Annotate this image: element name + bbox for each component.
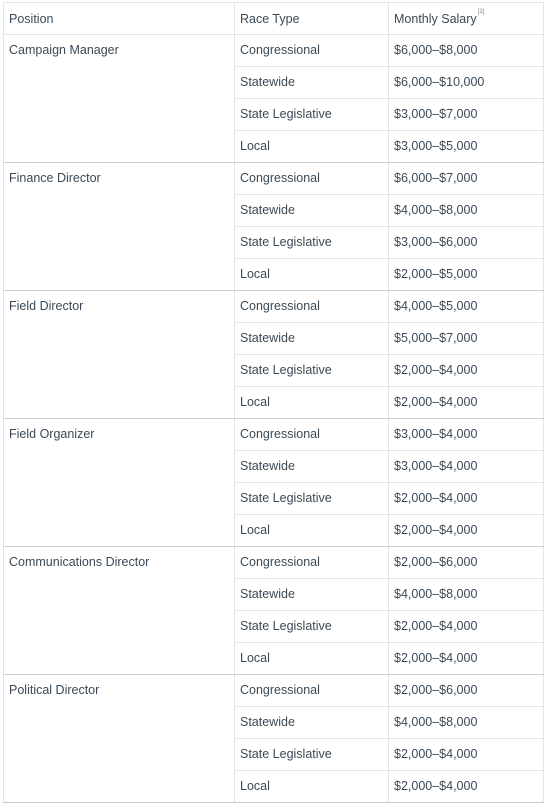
race-type-cell: Local [235, 387, 389, 419]
table-row [4, 291, 544, 323]
position-cell: Field Director [4, 291, 235, 419]
race-type-cell: Local [235, 131, 389, 163]
race-type-cell: Local [235, 771, 389, 803]
salary-cell: $3,000–$4,000 [389, 419, 544, 451]
position-cell: Campaign Manager [4, 35, 235, 163]
race-type-cell: Statewide [235, 67, 389, 99]
race-type-cell: State Legislative [235, 99, 389, 131]
header-race-type: Race Type [235, 3, 389, 35]
race-type-cell: Congressional [235, 547, 389, 579]
race-type-cell: State Legislative [235, 739, 389, 771]
salary-cell: $4,000–$8,000 [389, 579, 544, 611]
table-row [4, 547, 544, 579]
race-type-cell: Local [235, 515, 389, 547]
race-type-cell: Congressional [235, 163, 389, 195]
salary-cell: $4,000–$8,000 [389, 195, 544, 227]
race-type-cell: State Legislative [235, 355, 389, 387]
table-body [4, 35, 544, 803]
race-type-cell: Congressional [235, 419, 389, 451]
salary-cell: $6,000–$8,000 [389, 35, 544, 67]
salary-table-container [3, 2, 543, 803]
race-type-cell: State Legislative [235, 611, 389, 643]
table-row [4, 35, 544, 67]
race-type-cell: State Legislative [235, 227, 389, 259]
race-type-cell: Statewide [235, 707, 389, 739]
position-cell: Finance Director [4, 163, 235, 291]
salary-cell: $2,000–$6,000 [389, 675, 544, 707]
race-type-cell: State Legislative [235, 483, 389, 515]
salary-cell: $3,000–$6,000 [389, 227, 544, 259]
header-monthly-salary-label: Monthly Salary [394, 12, 477, 26]
salary-cell: $3,000–$4,000 [389, 451, 544, 483]
header-monthly-salary [389, 3, 544, 35]
salary-cell: $2,000–$4,000 [389, 739, 544, 771]
position-cell: Political Director [4, 675, 235, 803]
table-row [4, 163, 544, 195]
race-type-cell: Local [235, 643, 389, 675]
salary-cell: $4,000–$5,000 [389, 291, 544, 323]
race-type-cell: Congressional [235, 35, 389, 67]
citation-link[interactable]: [1] [477, 9, 485, 15]
race-type-cell: Local [235, 259, 389, 291]
race-type-cell: Statewide [235, 195, 389, 227]
position-cell: Field Organizer [4, 419, 235, 547]
race-type-cell: Congressional [235, 291, 389, 323]
race-type-cell: Congressional [235, 675, 389, 707]
salary-cell: $2,000–$4,000 [389, 643, 544, 675]
table-row [4, 675, 544, 707]
salary-cell: $3,000–$7,000 [389, 99, 544, 131]
salary-cell: $2,000–$4,000 [389, 771, 544, 803]
race-type-cell: Statewide [235, 579, 389, 611]
race-type-cell: Statewide [235, 323, 389, 355]
salary-cell: $2,000–$6,000 [389, 547, 544, 579]
race-type-cell: Statewide [235, 451, 389, 483]
position-cell: Communications Director [4, 547, 235, 675]
salary-cell: $3,000–$5,000 [389, 131, 544, 163]
salary-cell: $6,000–$10,000 [389, 67, 544, 99]
salary-cell: $6,000–$7,000 [389, 163, 544, 195]
salary-cell: $2,000–$5,000 [389, 259, 544, 291]
header-row [4, 3, 544, 35]
salary-cell: $2,000–$4,000 [389, 355, 544, 387]
table-row [4, 419, 544, 451]
table-header [4, 3, 544, 35]
salary-cell: $5,000–$7,000 [389, 323, 544, 355]
header-position: Position [4, 3, 235, 35]
salary-cell: $2,000–$4,000 [389, 611, 544, 643]
salary-cell: $2,000–$4,000 [389, 387, 544, 419]
salary-cell: $2,000–$4,000 [389, 515, 544, 547]
salary-cell: $2,000–$4,000 [389, 483, 544, 515]
salary-table [3, 2, 544, 803]
salary-cell: $4,000–$8,000 [389, 707, 544, 739]
